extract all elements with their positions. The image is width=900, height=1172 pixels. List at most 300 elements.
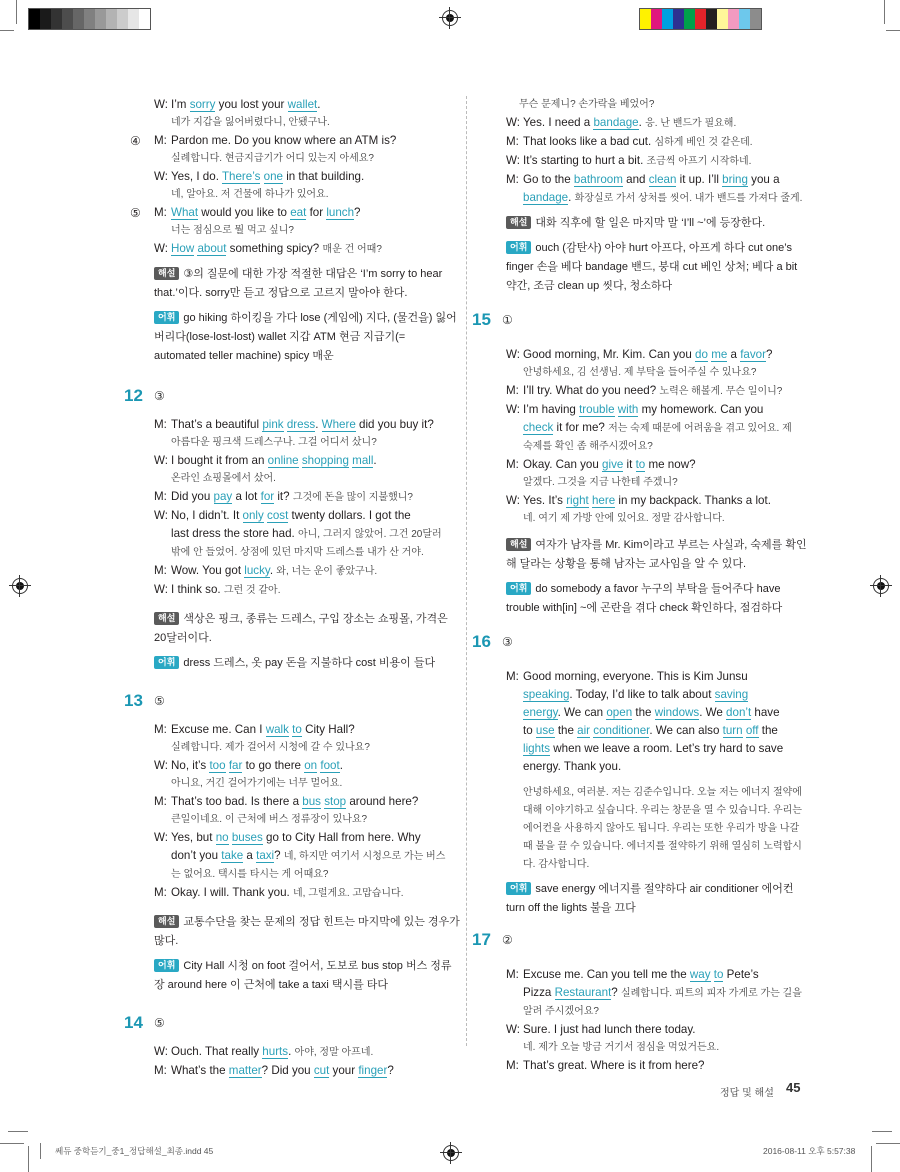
text: ? (354, 206, 361, 219)
text: you a (747, 173, 780, 186)
question-header-17 (472, 930, 808, 956)
dialogue-line (130, 847, 460, 866)
highlight-word: to (713, 968, 724, 981)
text: something spicy? (226, 242, 323, 255)
speaker-label: W: (506, 1023, 520, 1036)
vocab-badge: 어휘 (154, 959, 179, 972)
highlight-word: on (304, 759, 318, 772)
translation: 무슨 문제니? 손가락을 베었어? (519, 99, 655, 110)
highlight-word: check (523, 421, 554, 434)
text: . (568, 191, 575, 204)
highlight-word: favor (740, 348, 766, 361)
text: Excuse me. Can you tell me the (523, 968, 690, 981)
speaker-label: M: (506, 384, 519, 397)
text: Yes, I do. (171, 170, 222, 183)
dialogue-line (478, 346, 808, 364)
vocab-note (130, 309, 460, 366)
text: Excuse me. Can I (171, 723, 266, 736)
text: energy. Thank you. (523, 760, 622, 773)
translation: 와, 너는 운이 좋았구나. (276, 566, 378, 577)
speaker-label: M: (506, 968, 519, 981)
translation: 네, 그럴게요. 고맙습니다. (293, 888, 404, 899)
speaker-label: W: (154, 170, 168, 183)
highlight-word: with (617, 403, 639, 416)
highlight-word: too (209, 759, 226, 772)
translation: 아야, 정말 아프네. (294, 1047, 374, 1058)
highlight-word: to (292, 723, 302, 736)
vocab-note (478, 880, 808, 918)
vocab-text: save energy 에너지를 절약하다 air conditioner 에어컨 turn off the lights 불을 끄다 (506, 883, 794, 914)
dialogue-line (130, 452, 460, 470)
highlight-word: trouble (579, 403, 615, 416)
question-number: 13 (124, 691, 143, 710)
dialogue-line (478, 492, 808, 510)
answer-mark: ① (502, 313, 513, 327)
text: to go there (242, 759, 305, 772)
text: That’s a beautiful (171, 418, 263, 431)
text: don’t you (171, 849, 222, 862)
translation: 대해 이야기하고 싶습니다. 우리는 창문을 열 수 있습니다. 우리는 (523, 805, 802, 816)
text: No, I didn’t. It (171, 509, 243, 522)
text: twenty dollars. I got the (288, 509, 411, 522)
explanation-note (478, 214, 808, 233)
answer-mark: ② (502, 933, 513, 947)
highlight-word: foot (320, 759, 340, 772)
speaker-label: W: (154, 583, 168, 596)
highlight-word: lucky (244, 564, 270, 577)
text: . Today, I’d like to talk about (569, 688, 715, 701)
translation: 알겠다. 그것을 지금 나한테 주겠니? (523, 477, 678, 488)
text: Did you (171, 490, 214, 503)
highlight-word: about (197, 242, 227, 255)
highlight-word: Restaurant (554, 986, 612, 999)
speaker-label: W: (154, 831, 168, 844)
text: I bought it from an (171, 454, 268, 467)
highlight-word: What (171, 206, 199, 219)
crop-mark (886, 30, 900, 31)
dialogue-line (478, 189, 808, 208)
text: in that building. (282, 170, 365, 183)
section-title: 정답 및 해설 (720, 1088, 774, 1099)
speaker-label: W: (506, 348, 520, 361)
speaker-label: W: (506, 116, 520, 129)
highlight-word: hurts (262, 1045, 289, 1058)
text: it for me? (553, 421, 609, 434)
dialogue-line (478, 668, 808, 686)
highlight-word: for (260, 490, 275, 503)
text: That’s great. Where is it from here? (523, 1059, 705, 1072)
highlight-word: open (606, 706, 633, 719)
vocab-badge: 어휘 (154, 311, 179, 324)
text: around here? (346, 795, 419, 808)
translation: 아니요, 거긴 걸어가기에는 너무 멀어요. (171, 778, 343, 789)
text: . (315, 418, 322, 431)
speaker-label: W: (506, 403, 520, 416)
text: Sure. I just had lunch there today. (523, 1023, 696, 1036)
text: when we leave a room. Let’s try hard to save (550, 742, 784, 755)
text: . We can also (649, 724, 723, 737)
translation: 안녕하세요, 김 선생님. 제 부탁을 들어주실 수 있나요? (523, 367, 757, 378)
vocab-note (478, 580, 808, 618)
vocab-badge: 어휘 (506, 241, 531, 254)
question-number: 12 (124, 386, 143, 405)
translation: 그런 것 같아. (223, 585, 281, 596)
text: your (329, 1064, 359, 1077)
speaker-label: W: (154, 759, 168, 772)
grayscale-color-bar (28, 8, 151, 30)
speaker-label: M: (506, 135, 519, 148)
highlight-word: walk (265, 723, 289, 736)
explanation-badge: 해설 (154, 267, 179, 280)
text: ? (611, 986, 621, 999)
answer-mark: ⑤ (154, 694, 165, 708)
text: it? (274, 490, 293, 503)
text: Good morning, Mr. Kim. Can you (523, 348, 696, 361)
text: Wow. You got (171, 564, 245, 577)
text: . (339, 759, 343, 772)
highlight-word: way (689, 968, 711, 981)
explanation-text: 교통수단을 찾는 문제의 정답 힌트는 마지막에 있는 경우가 많다. (154, 916, 460, 947)
question-header-12 (124, 386, 460, 412)
text: . (288, 1045, 295, 1058)
translation: 온라인 쇼핑몰에서 샀어. (171, 473, 276, 484)
text: a (243, 849, 257, 862)
text: would you like to (198, 206, 291, 219)
dialogue-line (478, 758, 808, 776)
text: That’s too bad. Is there a (171, 795, 303, 808)
dialogue-line (130, 757, 460, 775)
text: go to City Hall from here. Why (262, 831, 421, 844)
text: a lot (232, 490, 261, 503)
speaker-label: M: (154, 886, 167, 899)
dialogue-line (130, 581, 460, 600)
translation: 응. 난 밴드가 필요해. (645, 118, 737, 129)
question-number: 17 (472, 930, 491, 949)
text: a (727, 348, 741, 361)
text: It’s starting to hurt a bit. (523, 154, 647, 167)
explanation-note (130, 610, 460, 648)
text: have (751, 706, 780, 719)
dialogue-line (478, 456, 808, 474)
text: Okay. Can you (523, 458, 603, 471)
speaker-label: W: (154, 98, 168, 111)
text: . (638, 116, 646, 129)
translation: 네. 여기 제 가방 안에 있어요. 정말 감사합니다. (523, 513, 725, 524)
speaker-label: W: (154, 454, 168, 467)
text: ? (387, 1064, 394, 1077)
option-number: ⑤ (130, 206, 141, 220)
crop-mark (28, 1146, 29, 1172)
question-header-15 (472, 310, 808, 336)
text: City Hall? (301, 723, 355, 736)
highlight-word: sorry (189, 98, 216, 111)
highlight-word: right (566, 494, 589, 507)
highlight-word: pay (213, 490, 233, 503)
explanation-badge: 해설 (154, 915, 179, 928)
crop-mark (872, 1131, 892, 1132)
crop-mark (884, 0, 885, 24)
registration-mark-icon (12, 578, 28, 594)
text: and (622, 173, 649, 186)
translation: 에어컨을 사용하지 않아도 됩니다. 우리는 또한 우리가 방을 나갈 (523, 823, 800, 834)
dialogue-line (478, 419, 808, 438)
explanation-badge: 해설 (506, 538, 531, 551)
translation: 숙제를 확인 좀 해주시겠어요? (523, 441, 653, 452)
translation: 너는 점심으로 뭘 먹고 싶니? (171, 225, 294, 236)
question-number: 15 (472, 310, 491, 329)
vocab-badge: 어휘 (506, 882, 531, 895)
text: my homework. Can you (638, 403, 764, 416)
text: No, it’s (171, 759, 210, 772)
vocab-text: go hiking 하이킹을 가다 lose (게임에) 지다, (물건을) 잃어버리다(lose-lost-lost) wallet 지갑 ATM 현금 지급기(= automated teller machine) spicy 매운 (154, 312, 457, 362)
highlight-word: give (602, 458, 624, 471)
highlight-word: lights (523, 742, 551, 755)
highlight-word: matter (228, 1064, 262, 1077)
text: Go to the (523, 173, 574, 186)
dialogue-line (130, 416, 460, 434)
crop-mark (871, 1146, 872, 1172)
vocab-text: dress 드레스, 옷 pay 돈을 지불하다 cost 비용이 들다 (183, 657, 436, 669)
highlight-word: There’s (221, 170, 261, 183)
highlight-word: don’t (726, 706, 752, 719)
dialogue-line (478, 401, 808, 419)
highlight-word: do (695, 348, 708, 361)
highlight-word: use (535, 724, 555, 737)
dialogue-line (478, 152, 808, 171)
highlight-word: lunch (326, 206, 355, 219)
text: Pizza (523, 986, 555, 999)
dialogue-line (478, 740, 808, 758)
explanation-note (130, 913, 460, 951)
text: it up. I’ll (676, 173, 723, 186)
highlight-word: Where (321, 418, 356, 431)
translation: 네, 알아요. 저 건물에 하나가 있어요. (171, 189, 329, 200)
translation: 아름다운 핑크색 드레스구나. 그걸 어디서 샀니? (171, 437, 377, 448)
highlight-word: stop (324, 795, 347, 808)
highlight-word: dress (286, 418, 316, 431)
dialogue-line (130, 829, 460, 847)
translation: 네가 지갑을 잃어버렸다니, 안됐구나. (171, 117, 330, 128)
dialogue-line (130, 96, 460, 114)
text: did you buy it? (355, 418, 434, 431)
translation: 다. 감사합니다. (523, 859, 590, 870)
vocab-text: do somebody a favor 누구의 부탁을 들어주다 have trouble with[in] ~에 곤란을 겪다 check 확인하다, 점검하다 (506, 583, 783, 614)
question-number: 16 (472, 632, 491, 651)
text: the (758, 724, 778, 737)
dialogue-line (478, 114, 808, 133)
translation: 는 없어요. 택시를 타시는 게 어때요? (171, 869, 329, 880)
highlight-word: one (263, 170, 283, 183)
text: Ouch. That really (171, 1045, 263, 1058)
vocab-text: ouch (감탄사) 아야 hurt 아프다, 아프게 하다 cut one’s finger 손을 베다 bandage 밴드, 붕대 cut 베인 상처; 베다 a bit 약간, 조금 clean up 씻다, 청소하다 (506, 242, 798, 292)
translation: 심하게 베인 것 같은데. (654, 137, 753, 148)
vocab-note (130, 957, 460, 995)
speaker-label: W: (506, 494, 520, 507)
speaker-label: M: (506, 1059, 519, 1072)
dialogue-line (130, 793, 460, 811)
slug-filename: 쎄듀 중학듣기_중1_정답해설_최종.indd 45 (55, 1146, 214, 1156)
text: What’s the (171, 1064, 229, 1077)
explanation-text: 여자가 남자를 Mr. Kim이라고 부르는 사실과, 숙제를 확인해 달라는 상황을 통해 남자는 교사임을 알 수 있다. (506, 539, 807, 570)
speaker-label: M: (154, 418, 167, 431)
text: Pete’s (723, 968, 759, 981)
translation: 때 불을 끌 수 있습니다. 에너지를 절약하기 위해 열심히 노력합시 (523, 841, 802, 852)
text: to (523, 724, 536, 737)
highlight-word: me (711, 348, 728, 361)
text: ? Did you (261, 1064, 314, 1077)
translation: 화장실로 가서 상처를 씻어. 내가 밴드를 가져다 줄게. (574, 193, 803, 204)
highlight-word: energy (523, 706, 558, 719)
highlight-word: air (577, 724, 591, 737)
highlight-word: bathroom (573, 173, 623, 186)
process-color-bar (639, 8, 762, 30)
translation: 네, 하지만 여기서 시청으로 가는 버스 (283, 851, 446, 862)
highlight-word: bandage (523, 191, 569, 204)
highlight-word: clean (648, 173, 677, 186)
vocab-badge: 어휘 (154, 656, 179, 669)
right-column (472, 96, 808, 1075)
dialogue-line (130, 507, 460, 525)
question-header-16 (472, 632, 808, 658)
speaker-label: M: (154, 206, 167, 219)
text: That looks like a bad cut. (523, 135, 655, 148)
highlight-word: far (228, 759, 243, 772)
text: Pardon me. Do you know where an ATM is? (171, 134, 397, 147)
dialogue-line (130, 168, 460, 186)
answer-mark: ⑤ (154, 1016, 165, 1030)
dialogue-line (130, 132, 460, 150)
speaker-label: M: (154, 134, 167, 147)
highlight-word: bus (302, 795, 321, 808)
text: the (554, 724, 578, 737)
registration-mark-icon (873, 578, 889, 594)
dialogue-line (130, 562, 460, 581)
text: . (373, 454, 377, 467)
translation: 저는 숙제 때문에 어려움을 겪고 있어요. 제 (608, 423, 792, 434)
translation: 노력은 해볼게. 무슨 일이니? (659, 386, 783, 397)
highlight-word: cut (313, 1064, 330, 1077)
vocab-note (478, 239, 808, 296)
highlight-word: saving (714, 688, 749, 701)
dialogue-line (130, 1043, 460, 1062)
highlight-word: take (221, 849, 244, 862)
translation: 실례합니다. 제가 걸어서 시청에 갈 수 있나요? (171, 742, 370, 753)
highlight-word: no (215, 831, 229, 844)
highlight-word: eat (290, 206, 307, 219)
dialogue-line (130, 884, 460, 903)
text: I think so. (171, 583, 224, 596)
text: Okay. I will. Thank you. (171, 886, 293, 899)
speaker-label: W: (506, 154, 520, 167)
crop-mark (0, 1143, 24, 1144)
text: . We can (557, 706, 607, 719)
crop-mark (876, 1143, 900, 1144)
crop-mark (8, 1131, 28, 1132)
highlight-word: cost (267, 509, 289, 522)
vocab-badge: 어휘 (506, 582, 531, 595)
highlight-word: only (242, 509, 264, 522)
highlight-word: finger (358, 1064, 388, 1077)
explanation-text: 대화 직후에 할 일은 마지막 말 ‘I’ll ~’에 등장한다. (535, 217, 766, 229)
explanation-text: ③의 질문에 대한 가장 적절한 대답은 ‘I’m sorry to hear that.’이다. sorry만 듣고 정답으로 고르지 말아야 한다. (154, 268, 443, 299)
dialogue-line (478, 382, 808, 401)
speaker-label: M: (506, 458, 519, 471)
explanation-badge: 해설 (506, 216, 531, 229)
translation: 실례합니다. 현금지급기가 어디 있는지 아세요? (171, 153, 374, 164)
dialogue-line (478, 722, 808, 740)
text: last dress the store had. (171, 527, 298, 540)
dialogue-line (478, 133, 808, 152)
dialogue-line (130, 525, 460, 544)
dialogue-line (130, 488, 460, 507)
speaker-label: W: (154, 509, 168, 522)
translation: 큰일이네요. 이 근처에 버스 정류장이 있나요? (171, 814, 368, 825)
text: for (306, 206, 327, 219)
dialogue-line (130, 204, 460, 222)
dialogue-line (478, 984, 808, 1003)
page-number: 45 (786, 1080, 801, 1095)
speaker-label: M: (506, 670, 519, 683)
column-divider (466, 96, 467, 1046)
explanation-badge: 해설 (154, 612, 179, 625)
speaker-label: M: (154, 564, 167, 577)
explanation-text: 색상은 핑크, 종류는 드레스, 구입 장소는 쇼핑몰, 가격은 20달러이다. (154, 613, 448, 644)
text: Yes. I need a (523, 116, 594, 129)
text: the (632, 706, 655, 719)
highlight-word: speaking (523, 688, 570, 701)
crop-mark (16, 0, 17, 24)
highlight-word: here (591, 494, 616, 507)
registration-mark-icon (443, 1145, 459, 1161)
option-number: ④ (130, 134, 141, 148)
highlight-word: shopping (301, 454, 349, 467)
text: I’m (171, 98, 190, 111)
question-header-13 (124, 691, 460, 717)
highlight-word: online (267, 454, 299, 467)
highlight-word: bring (722, 173, 748, 186)
text: it (623, 458, 636, 471)
translation: 조금씩 아프기 시작하네. (646, 156, 752, 167)
translation: 안녕하세요, 여러분. 저는 김준수입니다. 오늘 저는 에너지 절약에 (523, 787, 802, 798)
translation: 매운 건 어때? (322, 244, 382, 255)
highlight-word: How (171, 242, 195, 255)
translation: 네. 제가 오늘 방금 거기서 점심을 먹었거든요. (523, 1042, 720, 1053)
speaker-label: M: (506, 173, 519, 186)
highlight-word: bandage (593, 116, 639, 129)
text: I’ll try. What do you need? (523, 384, 660, 397)
dialogue-line (478, 966, 808, 984)
dialogue-line (478, 686, 808, 704)
text: you lost your (215, 98, 288, 111)
text: I’m having (523, 403, 580, 416)
text: in my backpack. Thanks a lot. (615, 494, 771, 507)
dialogue-line (130, 721, 460, 739)
highlight-word: buses (231, 831, 263, 844)
text: ? (274, 849, 284, 862)
highlight-word: windows (654, 706, 700, 719)
highlight-word: conditioner (593, 724, 650, 737)
crop-mark (40, 1143, 41, 1159)
highlight-word: mall (352, 454, 374, 467)
text: ? (765, 348, 773, 361)
speaker-label: M: (154, 490, 167, 503)
dialogue-line (130, 1062, 460, 1080)
dialogue-line (130, 240, 460, 259)
explanation-note (478, 536, 808, 574)
text: . (269, 564, 277, 577)
registration-mark-icon (442, 10, 458, 26)
vocab-text: City Hall 시청 on foot 걸어서, 도보로 bus stop 버스 정류장 around here 이 근처에 take a taxi 택시를 타다 (154, 960, 452, 991)
